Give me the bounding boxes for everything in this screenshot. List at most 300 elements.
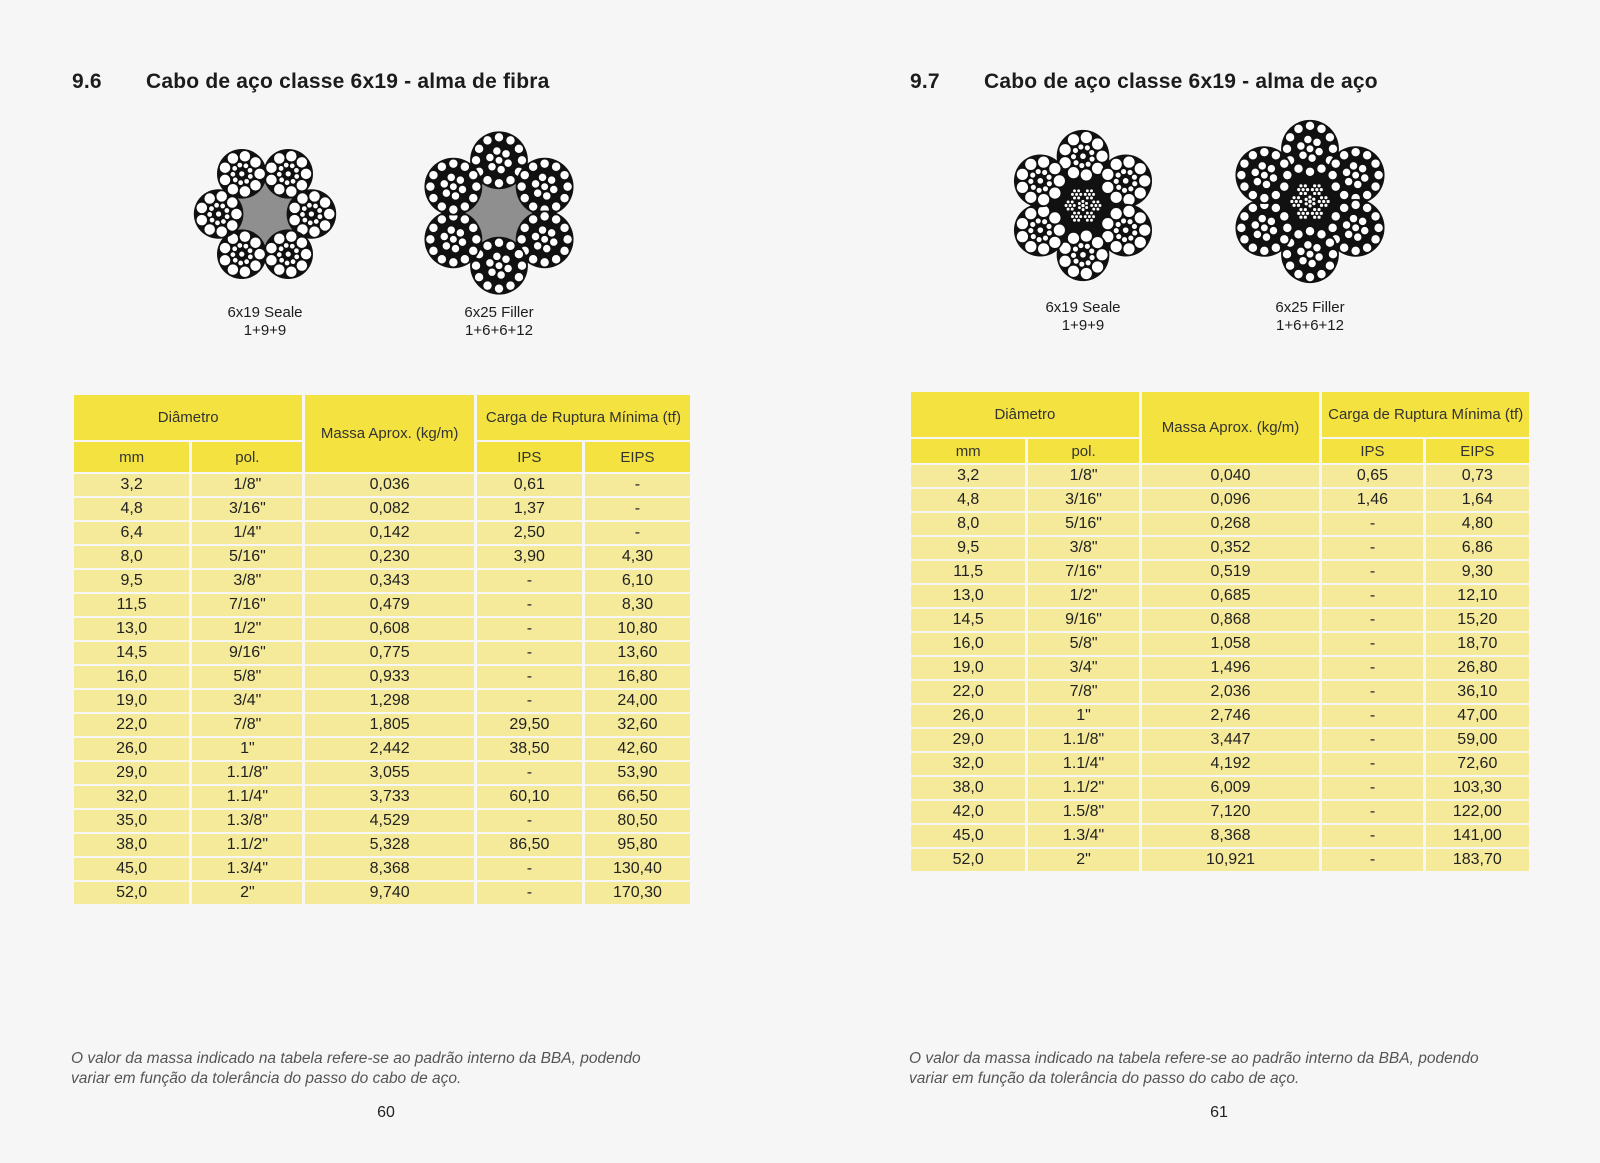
rope-wire (1116, 233, 1122, 239)
rope-wire (1064, 204, 1068, 208)
table-row (911, 705, 1529, 727)
rope-wire (440, 232, 449, 241)
cell-pol: 3/8" (1028, 537, 1138, 559)
cell-mm: 4,8 (74, 498, 189, 520)
rope-wire (1260, 171, 1268, 179)
rope-wire (1303, 215, 1307, 219)
cell-massa: 0,230 (305, 546, 473, 568)
rope-wire (1128, 186, 1134, 192)
rope-wire (1016, 181, 1029, 194)
rope-wire (1053, 224, 1066, 237)
rope-wire (1123, 156, 1136, 169)
cell-massa: 0,268 (1142, 513, 1320, 535)
rope-wire (283, 243, 289, 249)
rope-wire (214, 202, 220, 208)
rope-wire (1098, 204, 1102, 208)
rope-wire (1079, 215, 1083, 219)
rope-wire (1073, 189, 1077, 193)
rope-wire (1304, 241, 1313, 250)
rope-wire (1269, 174, 1278, 183)
rope-wire (1042, 235, 1048, 241)
rope-wire (429, 170, 439, 180)
rope-wire (1037, 177, 1044, 184)
rope-wire (448, 257, 458, 267)
rope-wire (447, 173, 456, 182)
rope-wire (1299, 200, 1303, 204)
rope-wire (1089, 149, 1095, 155)
cell-pol: 1.3/8" (192, 810, 302, 832)
cell-pol: 1.1/2" (1028, 777, 1138, 799)
cell-pol: 1.5/8" (1028, 801, 1138, 823)
rope-wire (1091, 261, 1104, 274)
cell-eips: 9,30 (1426, 561, 1529, 583)
rope-wire (1319, 188, 1323, 192)
rope-wire (514, 272, 524, 282)
rope-wire (1285, 132, 1295, 142)
rope-wire (1313, 215, 1317, 219)
rope-wire (1297, 188, 1301, 192)
rope-cross-section-fiber-core-6x25-icon (414, 128, 584, 298)
rope-wire (560, 193, 570, 203)
rope-wire (1299, 191, 1303, 195)
rope-wire (1085, 196, 1089, 200)
rope-wire (456, 176, 465, 185)
rope-wire (560, 246, 570, 256)
rope-wire (1075, 215, 1079, 219)
cell-ips: 60,10 (477, 786, 582, 808)
rope-wire (1319, 211, 1323, 215)
rope-wire (1122, 227, 1129, 234)
cell-ips: - (477, 594, 582, 616)
rope-wire (1317, 269, 1327, 279)
rope-wire (1122, 177, 1129, 184)
rope-wire (460, 162, 470, 172)
rope-wire (1313, 138, 1322, 147)
rope-wire (1138, 224, 1151, 237)
rope-wire (1303, 191, 1307, 195)
cell-mm: 19,0 (74, 690, 189, 712)
rope-wire (1123, 205, 1136, 218)
rope-wire (1262, 180, 1271, 189)
cell-eips: 6,10 (585, 570, 690, 592)
rope-wire (517, 261, 527, 271)
cell-pol: 3/8" (192, 570, 302, 592)
cell-mm: 14,5 (74, 642, 189, 664)
rope-wire (293, 167, 299, 173)
cell-mm: 11,5 (911, 561, 1025, 583)
rope-wire (1313, 208, 1317, 212)
rope-wire (497, 165, 506, 174)
specs-table (908, 390, 1532, 873)
rope-wire (1360, 226, 1369, 235)
rope-wire (1240, 211, 1250, 221)
cell-pol: 5/16" (1028, 513, 1138, 535)
cell-massa: 8,368 (305, 858, 473, 880)
rope-wire (1091, 236, 1104, 249)
rope-wire (1131, 223, 1137, 229)
rope-wire (538, 173, 547, 182)
cell-massa: 1,058 (1142, 633, 1320, 655)
rope-wire (1240, 234, 1250, 244)
rope-wire (216, 226, 228, 238)
rope-wire (1260, 224, 1268, 232)
rope-wire (1123, 243, 1136, 256)
rope-wire (1315, 188, 1319, 192)
cell-eips: - (585, 522, 690, 544)
footnote-line: O valor da massa indicado na tabela refere-se ao padrão interno da BBA, podendo (71, 1050, 641, 1067)
rope-wire (1096, 207, 1100, 211)
cell-eips: 15,20 (1426, 609, 1529, 631)
cell-massa: 4,529 (305, 810, 473, 832)
rope-wire (285, 150, 297, 162)
table-row (911, 489, 1529, 511)
rope-wire (497, 271, 506, 280)
rope-wire (1301, 211, 1305, 215)
cell-eips: 32,60 (585, 714, 690, 736)
cell-ips: 86,50 (477, 834, 582, 856)
cell-mm: 22,0 (74, 714, 189, 736)
rope-wire (1083, 193, 1087, 197)
rope-wire (1326, 200, 1330, 204)
rope-wire (517, 155, 527, 165)
rope-cross-section-steel-core-6x19-icon (998, 118, 1168, 293)
rope-wire (250, 237, 262, 249)
figure-6x25-filler (414, 128, 584, 340)
rope-wire (449, 183, 457, 191)
rope-wire (468, 193, 478, 203)
cell-eips: 141,00 (1426, 825, 1529, 847)
cell-pol: 1" (192, 738, 302, 760)
rope-wire (265, 174, 277, 186)
rope-wire (1299, 208, 1303, 212)
cell-pol: 3/4" (192, 690, 302, 712)
rope-wire (1258, 214, 1267, 223)
rope-wire (1317, 124, 1327, 134)
rope-wire (1294, 269, 1304, 279)
cell-massa: 3,447 (1142, 729, 1320, 751)
rope-wire (542, 192, 551, 201)
rope-wire (1371, 159, 1381, 169)
rope-wire (460, 202, 470, 212)
cell-ips: - (1322, 681, 1422, 703)
rope-wire (1362, 190, 1372, 200)
rope-wire (517, 234, 527, 244)
rope-wire (1305, 226, 1315, 236)
table-row (74, 882, 690, 904)
rope-wire (1080, 131, 1093, 144)
footnote (71, 1049, 641, 1089)
cell-massa: 0,479 (305, 594, 473, 616)
rope-wire (1096, 248, 1109, 261)
rope-wire (293, 248, 299, 254)
rope-wire (540, 257, 550, 267)
cell-ips: - (477, 762, 582, 784)
rope-wire (1096, 200, 1100, 204)
cell-ips: 29,50 (477, 714, 582, 736)
cell-mm: 13,0 (911, 585, 1025, 607)
rope-wire (1037, 227, 1044, 234)
rope-wire (273, 152, 285, 164)
cell-pol: 2" (1028, 849, 1138, 871)
figure-6x25-filler (1225, 110, 1395, 335)
table-row (74, 714, 690, 736)
cell-ips: 3,90 (477, 546, 582, 568)
rope-wire (440, 179, 449, 188)
rope-wire (514, 249, 524, 259)
cell-massa: 8,368 (1142, 825, 1320, 847)
rope-wire (1078, 242, 1084, 248)
cell-massa: 3,055 (305, 762, 473, 784)
table-row (911, 801, 1529, 823)
rope-wire (306, 202, 312, 208)
rope-wire (1297, 211, 1301, 215)
cell-massa: 0,608 (305, 618, 473, 640)
rope-wire (1374, 170, 1384, 180)
rope-wire (1116, 184, 1122, 190)
table-row (911, 681, 1529, 703)
rope-wire (1092, 215, 1096, 219)
table-row (911, 849, 1529, 871)
cell-pol: 9/16" (192, 642, 302, 664)
cell-eips: 0,73 (1426, 465, 1529, 487)
cell-ips: - (477, 858, 582, 880)
rope-wire (1049, 162, 1062, 175)
rope-wire (506, 281, 516, 291)
rope-wire (1259, 147, 1269, 157)
cell-massa: 6,009 (1142, 777, 1320, 799)
rope-wire (285, 171, 291, 177)
rope-wire (1092, 207, 1096, 211)
rope-wire (1134, 236, 1147, 249)
rope-wire (1322, 200, 1326, 204)
rope-wire (1090, 204, 1094, 208)
rope-wire (1131, 174, 1137, 180)
rope-wire (226, 220, 238, 232)
rope-wire (1259, 246, 1269, 256)
rope-wire (1282, 170, 1292, 180)
cell-eips: 183,70 (1426, 849, 1529, 871)
rope-wire (474, 272, 484, 282)
rope-wire (560, 223, 570, 233)
rope-wire (247, 167, 253, 173)
rope-wire (549, 238, 558, 247)
cell-ips: - (1322, 585, 1422, 607)
rope-wire (1128, 235, 1134, 241)
cell-massa: 1,496 (1142, 657, 1320, 679)
rope-wire (506, 135, 516, 145)
rope-wire (1371, 234, 1381, 244)
rope-wire (429, 246, 439, 256)
cell-mm: 32,0 (911, 753, 1025, 775)
rope-wire (220, 219, 226, 225)
cell-mm: 9,5 (911, 537, 1025, 559)
rope-wire (300, 248, 312, 260)
rope-wire (1296, 203, 1300, 207)
cell-massa: 2,442 (305, 738, 473, 760)
rope-wire (1251, 221, 1260, 230)
cell-eips: 36,10 (1426, 681, 1529, 703)
rope-wire (1091, 138, 1104, 151)
cell-mm: 26,0 (74, 738, 189, 760)
rope-wire (1339, 203, 1349, 213)
rope-wire (1090, 211, 1094, 215)
cell-ips: - (1322, 609, 1422, 631)
rope-wire (237, 243, 243, 249)
cell-mm: 8,0 (911, 513, 1025, 535)
rope-wire (1088, 215, 1092, 219)
cell-mm: 29,0 (911, 729, 1025, 751)
rope-wire (437, 162, 447, 172)
cell-mm: 38,0 (911, 777, 1025, 799)
cell-massa: 3,733 (305, 786, 473, 808)
rope-wire (1317, 184, 1321, 188)
rope-wire (1271, 243, 1281, 253)
rope-wire (514, 144, 524, 154)
rope-wire (486, 153, 495, 162)
rope-wire (1342, 168, 1351, 177)
rope-wire (1306, 250, 1314, 258)
rope-wire (1262, 233, 1271, 242)
rope-wire (1066, 200, 1070, 204)
cell-pol: 5/16" (192, 546, 302, 568)
rope-wire (1299, 215, 1303, 219)
cell-eips: 18,70 (1426, 633, 1529, 655)
rope-wire (425, 234, 435, 244)
rope-wire (1362, 150, 1372, 160)
table-row (74, 594, 690, 616)
rope-wire (250, 179, 262, 191)
cell-massa: 0,933 (305, 666, 473, 688)
cell-ips: 0,65 (1322, 465, 1422, 487)
rope-wire (1072, 204, 1076, 208)
figure-spec: 1+6+6+12 (465, 322, 533, 339)
table-row (74, 546, 690, 568)
rope-wire (254, 248, 266, 260)
rope-wire (290, 178, 296, 184)
rope-wire (1317, 164, 1327, 174)
page-right (800, 0, 1600, 1163)
rope-wire (254, 168, 266, 180)
cell-pol: 1/4" (192, 522, 302, 544)
rope-wire (1313, 243, 1322, 252)
rope-wire (1081, 203, 1085, 207)
rope-wire (227, 152, 239, 164)
rope-wire (1305, 272, 1315, 282)
rope-wire (437, 254, 447, 264)
rope-wire (1120, 168, 1126, 174)
rope-wire (429, 193, 439, 203)
rope-wire (1110, 158, 1123, 171)
rope-wire (468, 246, 478, 256)
cell-ips: - (1322, 633, 1422, 655)
rope-wire (1351, 147, 1361, 157)
rope-wire (1080, 251, 1087, 258)
rope-wire (313, 219, 319, 225)
rope-wire (196, 214, 208, 226)
footnote (909, 1049, 1479, 1089)
rope-wire (1089, 248, 1095, 254)
rope-wire (560, 170, 570, 180)
table-row (74, 522, 690, 544)
rope-wire (1046, 223, 1052, 229)
rope-wire (1308, 199, 1312, 203)
cell-eips: 13,60 (585, 642, 690, 664)
cell-pol: 1.3/4" (192, 858, 302, 880)
rope-wire (1077, 196, 1081, 200)
rope-wire (1016, 230, 1029, 243)
rope-wire (1294, 164, 1304, 174)
rope-wire (1267, 164, 1276, 173)
rope-wire (285, 231, 297, 243)
rope-wire (549, 185, 558, 194)
rope-wire (468, 223, 478, 233)
rope-wire (1134, 187, 1147, 200)
rope-wire (1351, 246, 1361, 256)
cell-mm: 8,0 (74, 546, 189, 568)
cell-eips: 6,86 (1426, 537, 1529, 559)
rope-wire (296, 237, 308, 249)
rope-wire (448, 159, 458, 169)
rope-wire (437, 202, 447, 212)
page-number: 61 (1210, 1104, 1228, 1121)
cell-massa: 4,192 (1142, 753, 1320, 775)
rope-wire (1328, 144, 1338, 154)
cell-mm: 38,0 (74, 834, 189, 856)
rope-wire (451, 192, 460, 201)
rope-wire (219, 174, 231, 186)
rope-wire (226, 197, 238, 209)
rope-wire (1068, 204, 1072, 208)
rope-wire (460, 254, 470, 264)
rope-wire (1297, 142, 1306, 151)
rope-wire (1073, 258, 1079, 264)
rope-wire (308, 211, 314, 217)
cell-pol: 1/2" (1028, 585, 1138, 607)
rope-wire (1282, 144, 1292, 154)
rope-wire (1331, 211, 1341, 221)
rope-wire (1253, 177, 1262, 186)
rope-wire (494, 132, 504, 142)
cell-mm: 16,0 (74, 666, 189, 688)
cell-eips: 59,00 (1426, 729, 1529, 751)
header-diametro: Diâmetro (911, 392, 1139, 437)
rope-wire (442, 241, 451, 250)
rope-wire (1297, 247, 1306, 256)
table-row (74, 666, 690, 688)
rope-wire (1317, 200, 1321, 204)
rope-wire (1304, 135, 1313, 144)
rope-wire (1339, 190, 1349, 200)
rope-wire (1049, 212, 1062, 225)
rope-wire (551, 215, 561, 225)
rope-wire (1258, 162, 1267, 171)
rope-wire (285, 251, 291, 257)
cell-pol: 7/16" (192, 594, 302, 616)
rope-wire (1339, 150, 1349, 160)
header-ips: IPS (1322, 439, 1422, 463)
rope-wire (1083, 215, 1087, 219)
rope-wire (1315, 253, 1324, 262)
cell-ips: - (1322, 753, 1422, 775)
rope-wire (1328, 249, 1338, 259)
rope-wire (551, 254, 561, 264)
table-row (911, 777, 1529, 799)
cell-eips: 26,80 (1426, 657, 1529, 679)
rope-wire (1028, 178, 1034, 184)
rope-wire (1113, 227, 1119, 233)
rope-wire (540, 159, 550, 169)
table-row (911, 609, 1529, 631)
